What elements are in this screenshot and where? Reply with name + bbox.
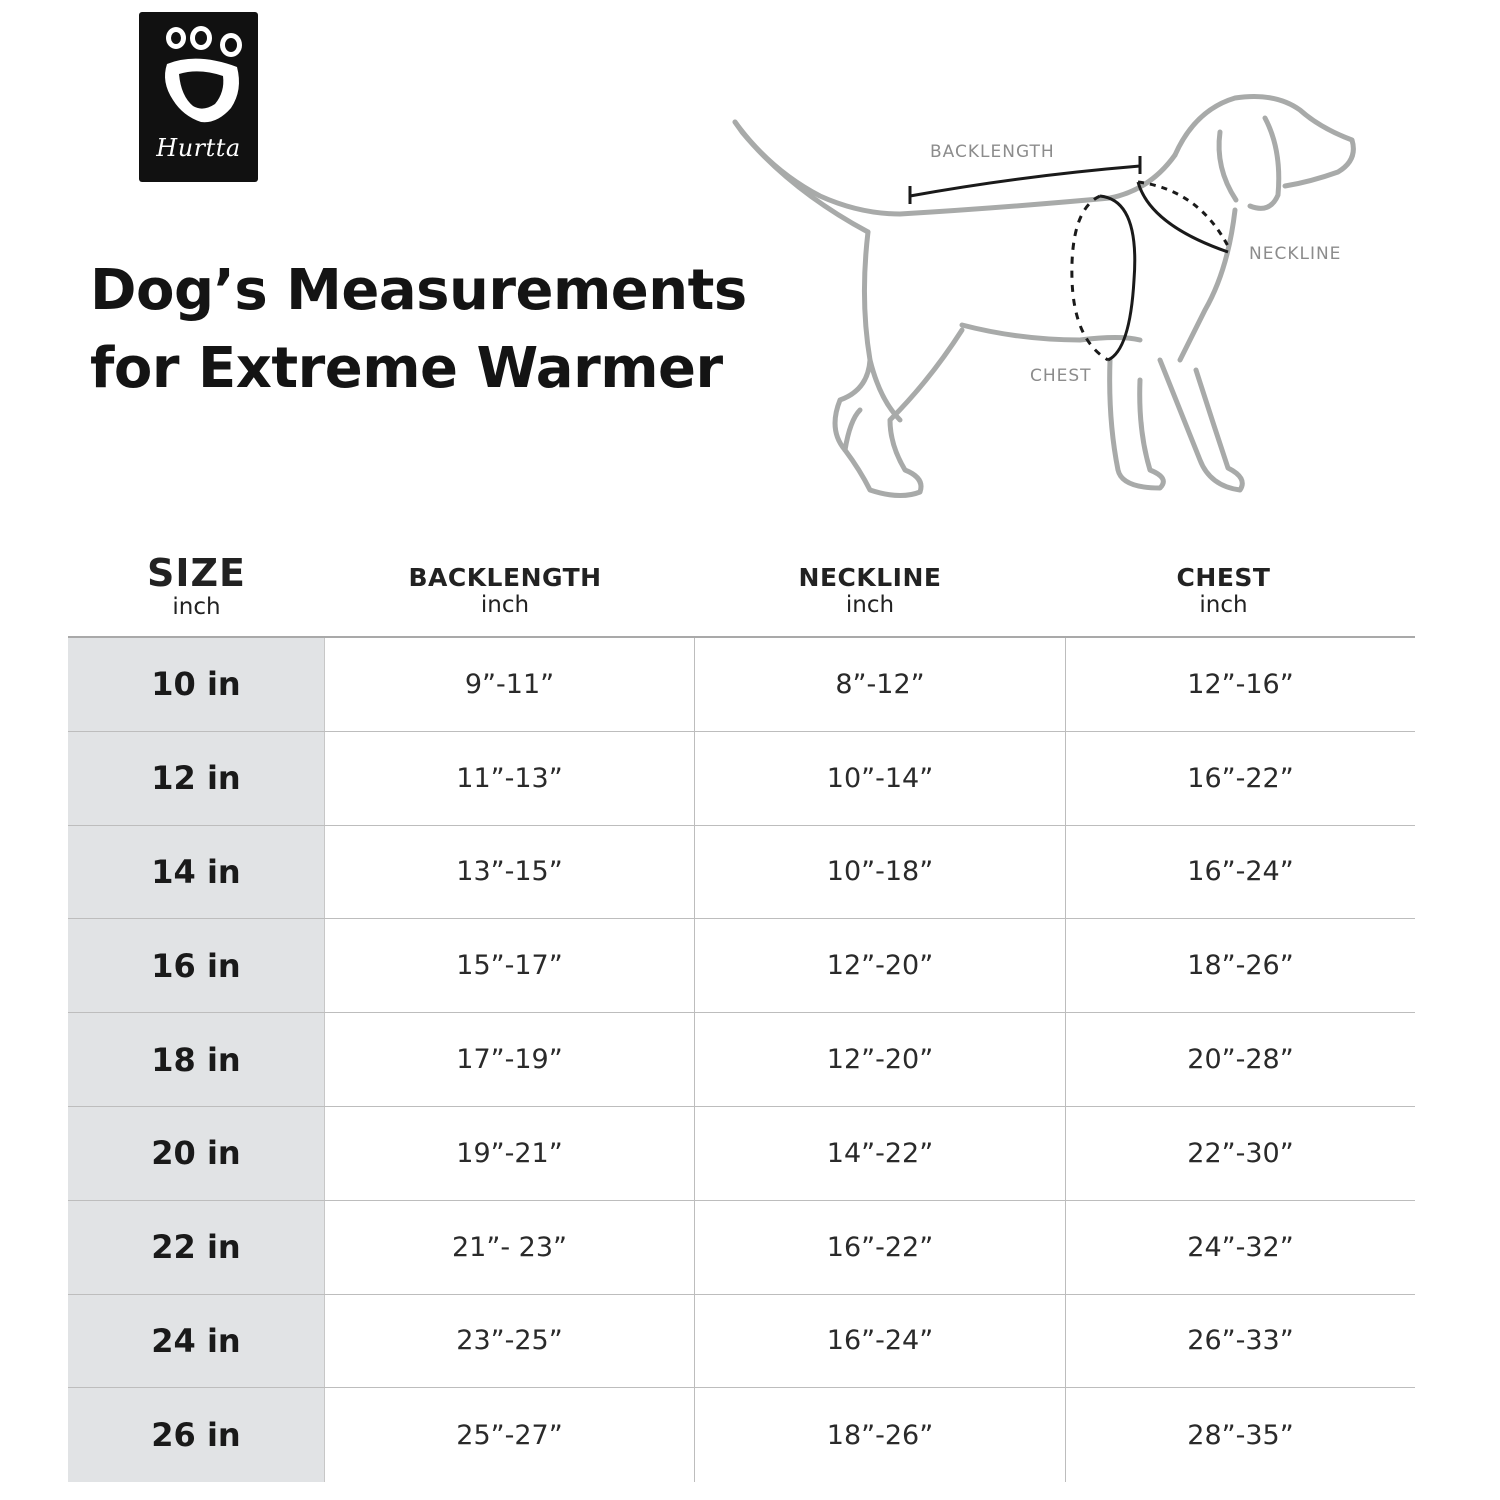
- chest-cell: 18”-26”: [1187, 950, 1294, 982]
- table-row: [68, 919, 1415, 1013]
- column-unit: inch: [480, 592, 530, 618]
- chest-label: CHEST: [1030, 366, 1092, 386]
- title-line-2: for Extreme Warmer: [90, 336, 723, 401]
- table-header: [68, 552, 1415, 638]
- chest-cell: 12”-16”: [1187, 668, 1294, 700]
- column-header-neckline: [695, 552, 1045, 618]
- size-cell: 12 in: [68, 732, 325, 825]
- chest-cell: 28”-35”: [1187, 1419, 1294, 1451]
- size-cell: 26 in: [68, 1388, 325, 1482]
- backlength-cell: 25”-27”: [325, 1388, 695, 1482]
- page-title: [90, 252, 747, 408]
- size-cell: 14 in: [68, 826, 325, 919]
- neckline-label: NECKLINE: [1249, 244, 1342, 264]
- neckline-cell: 8”-12”: [695, 638, 1066, 731]
- neckline-cell: 16”-22”: [695, 1201, 1066, 1294]
- table-row: [68, 1013, 1415, 1107]
- size-cell: 20 in: [68, 1107, 325, 1200]
- chest-cell: 22”-30”: [1187, 1137, 1294, 1169]
- brand-logo: [139, 12, 258, 182]
- column-unit: inch: [172, 594, 221, 620]
- size-table: [68, 638, 1415, 1482]
- size-cell: 16 in: [68, 919, 325, 1012]
- table-row: [68, 638, 1415, 732]
- column-header-size: [68, 552, 325, 620]
- column-name: SIZE: [146, 551, 247, 595]
- neckline-cell: 18”-26”: [695, 1388, 1066, 1482]
- column-name: NECKLINE: [798, 563, 942, 592]
- table-row: [68, 826, 1415, 920]
- column-name: CHEST: [1176, 563, 1271, 592]
- chest-cell: 16”-22”: [1187, 762, 1294, 794]
- brand-wordmark: Hurtta: [156, 134, 241, 162]
- chest-cell: 26”-33”: [1187, 1325, 1294, 1357]
- table-row: [68, 1201, 1415, 1295]
- table-row: [68, 1388, 1415, 1482]
- chest-cell: 16”-24”: [1187, 856, 1294, 888]
- backlength-cell: 23”-25”: [325, 1295, 695, 1388]
- column-unit: inch: [1199, 592, 1248, 618]
- size-cell: 22 in: [68, 1201, 325, 1294]
- backlength-cell: 11”-13”: [325, 732, 695, 825]
- column-name: BACKLENGTH: [408, 563, 602, 592]
- neckline-cell: 10”-14”: [695, 732, 1066, 825]
- backlength-cell: 9”-11”: [325, 638, 695, 731]
- column-unit: inch: [845, 592, 895, 618]
- backlength-cell: 19”-21”: [325, 1107, 695, 1200]
- backlength-cell: 15”-17”: [325, 919, 695, 1012]
- size-cell: 24 in: [68, 1295, 325, 1388]
- chest-cell: 20”-28”: [1187, 1044, 1294, 1076]
- neckline-cell: 14”-22”: [695, 1107, 1066, 1200]
- column-header-backlength: [325, 552, 685, 618]
- column-header-chest: [1066, 552, 1381, 618]
- neckline-cell: 16”-24”: [695, 1295, 1066, 1388]
- size-cell: 10 in: [68, 638, 325, 731]
- backlength-label: BACKLENGTH: [930, 142, 1055, 162]
- neckline-cell: 12”-20”: [695, 919, 1066, 1012]
- table-row: [68, 1295, 1415, 1389]
- neckline-cell: 12”-20”: [695, 1013, 1066, 1106]
- table-row: [68, 1107, 1415, 1201]
- size-cell: 18 in: [68, 1013, 325, 1106]
- table-row: [68, 732, 1415, 826]
- backlength-cell: 21”- 23”: [325, 1201, 695, 1294]
- neckline-cell: 10”-18”: [695, 826, 1066, 919]
- backlength-cell: 17”-19”: [325, 1013, 695, 1106]
- chest-cell: 24”-32”: [1187, 1231, 1294, 1263]
- title-line-1: Dog’s Measurements: [90, 258, 747, 323]
- neckline-measure-loop: [1138, 182, 1230, 252]
- backlength-cell: 13”-15”: [325, 826, 695, 919]
